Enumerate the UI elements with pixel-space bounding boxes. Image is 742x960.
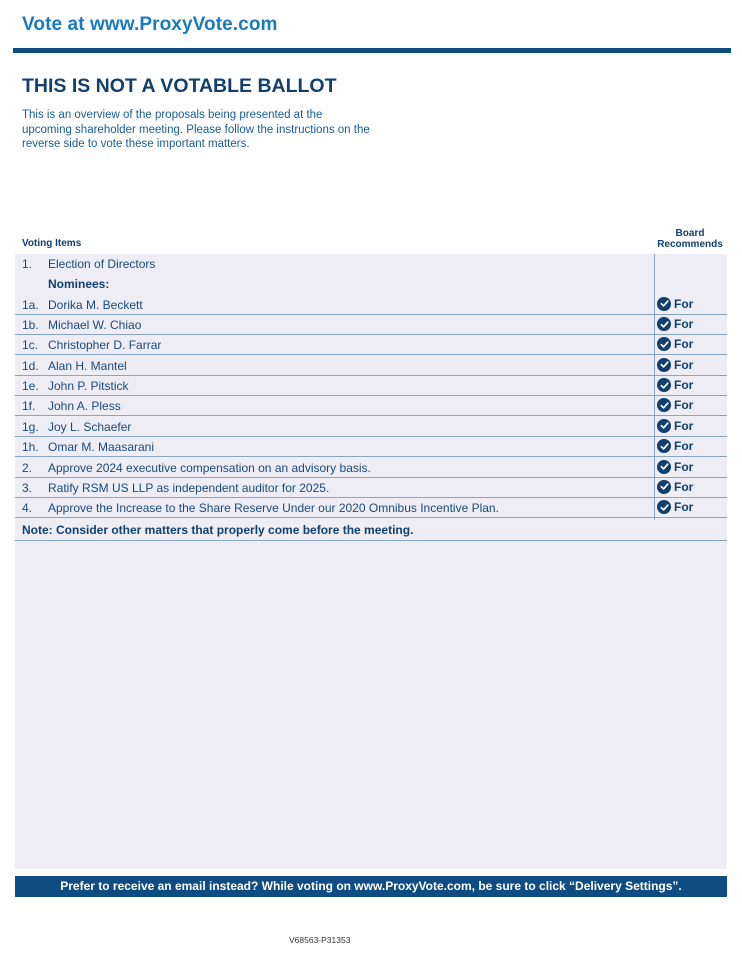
checkmark-icon xyxy=(657,500,671,514)
board-recommendation xyxy=(657,500,693,514)
voting-item-row xyxy=(15,376,727,396)
checkmark-icon xyxy=(657,480,671,494)
board-header-line1: Board xyxy=(675,228,705,239)
item-number: 1h. xyxy=(22,440,39,455)
item-number: 2. xyxy=(22,460,33,475)
item-description: Election of Directors xyxy=(48,257,156,271)
recommendation-label: For xyxy=(674,378,694,393)
board-recommendation xyxy=(657,398,693,412)
item-description: Omar M. Maasarani xyxy=(48,440,155,455)
checkmark-icon xyxy=(657,378,671,392)
voting-item-row xyxy=(15,396,727,416)
item-number: 1. xyxy=(22,257,33,271)
recommendation-label: For xyxy=(674,500,694,515)
item-description: Joy L. Schaefer xyxy=(48,419,132,434)
recommendation-label: For xyxy=(674,317,694,332)
checkmark-icon xyxy=(657,460,671,474)
recommendation-label: For xyxy=(674,337,694,352)
voting-item-row xyxy=(15,315,727,335)
item-number: 1f. xyxy=(22,399,36,414)
item-description: John A. Pless xyxy=(48,399,121,414)
item-description: Christopher D. Farrar xyxy=(48,338,162,353)
recommendation-label: For xyxy=(674,296,694,311)
voting-item-row xyxy=(15,295,727,315)
checkmark-icon xyxy=(657,358,671,372)
item-description: Ratify RSM US LLP as independent auditor for 2025. xyxy=(48,480,330,495)
board-header-line2: Recommends xyxy=(657,239,723,250)
voting-item-row xyxy=(15,458,727,478)
item-number: 3. xyxy=(22,480,33,495)
note-text: Note: Consider other matters that properly come before the meeting. xyxy=(22,523,414,537)
recommendation-label: For xyxy=(674,459,694,474)
item-number: 1a. xyxy=(22,297,39,312)
recommendation-label: For xyxy=(674,479,694,494)
board-recommendation xyxy=(657,480,693,494)
checkmark-icon xyxy=(657,337,671,351)
document-code: V68563-P31353 xyxy=(289,935,351,945)
voting-item-row xyxy=(15,356,727,376)
item-description: Approve the Increase to the Share Reserve Under our 2020 Omnibus Incentive Plan. xyxy=(48,501,499,516)
checkmark-icon xyxy=(657,398,671,412)
voting-item-row xyxy=(15,274,727,294)
page-title: THIS IS NOT A VOTABLE BALLOT xyxy=(22,75,337,97)
board-recommendation xyxy=(657,297,693,311)
recommendation-label: For xyxy=(674,418,694,433)
board-recommendation xyxy=(657,378,693,392)
checkmark-icon xyxy=(657,297,671,311)
note-row xyxy=(15,520,727,541)
board-recommends-header xyxy=(654,228,726,250)
board-recommendation xyxy=(657,419,693,433)
checkmark-icon xyxy=(657,419,671,433)
recommendation-label: For xyxy=(674,439,694,454)
item-description: Michael W. Chiao xyxy=(48,318,142,333)
voting-item-row xyxy=(15,437,727,457)
checkmark-icon xyxy=(657,439,671,453)
item-description: Alan H. Mantel xyxy=(48,358,127,373)
board-recommendation xyxy=(657,337,693,351)
header-rule xyxy=(13,48,731,53)
intro-text: This is an overview of the proposals being presented at the upcoming shareholder meeting. Please follow the instructions on the reverse side to vote these important matters. xyxy=(22,109,370,150)
proxyvote-link[interactable]: Vote at www.ProxyVote.com xyxy=(22,14,278,35)
item-number: 1c. xyxy=(22,338,39,353)
voting-item-row xyxy=(15,254,727,274)
item-number: 1b. xyxy=(22,318,39,333)
board-recommendation xyxy=(657,358,693,372)
delivery-settings-banner: Prefer to receive an email instead? While voting on www.ProxyVote.com, be sure to click “Delivery Settings”. xyxy=(15,876,727,897)
item-description: John P. Pitstick xyxy=(48,379,129,394)
voting-item-row xyxy=(15,498,727,518)
board-recommendation xyxy=(657,439,693,453)
board-recommendation xyxy=(657,317,693,331)
item-description: Dorika M. Beckett xyxy=(48,297,143,312)
item-number: 1g. xyxy=(22,419,39,434)
item-number: 1e. xyxy=(22,379,39,394)
recommendation-label: For xyxy=(674,398,694,413)
item-number: 1d. xyxy=(22,358,39,373)
nominees-label: Nominees: xyxy=(48,277,110,292)
voting-item-row xyxy=(15,335,727,355)
voting-items-header: Voting Items xyxy=(22,238,82,249)
board-recommendation xyxy=(657,460,693,474)
item-number: 4. xyxy=(22,501,33,516)
item-description: Approve 2024 executive compensation on an advisory basis. xyxy=(48,460,371,475)
recommendation-label: For xyxy=(674,357,694,372)
checkmark-icon xyxy=(657,317,671,331)
voting-item-row xyxy=(15,478,727,498)
voting-item-row xyxy=(15,417,727,437)
